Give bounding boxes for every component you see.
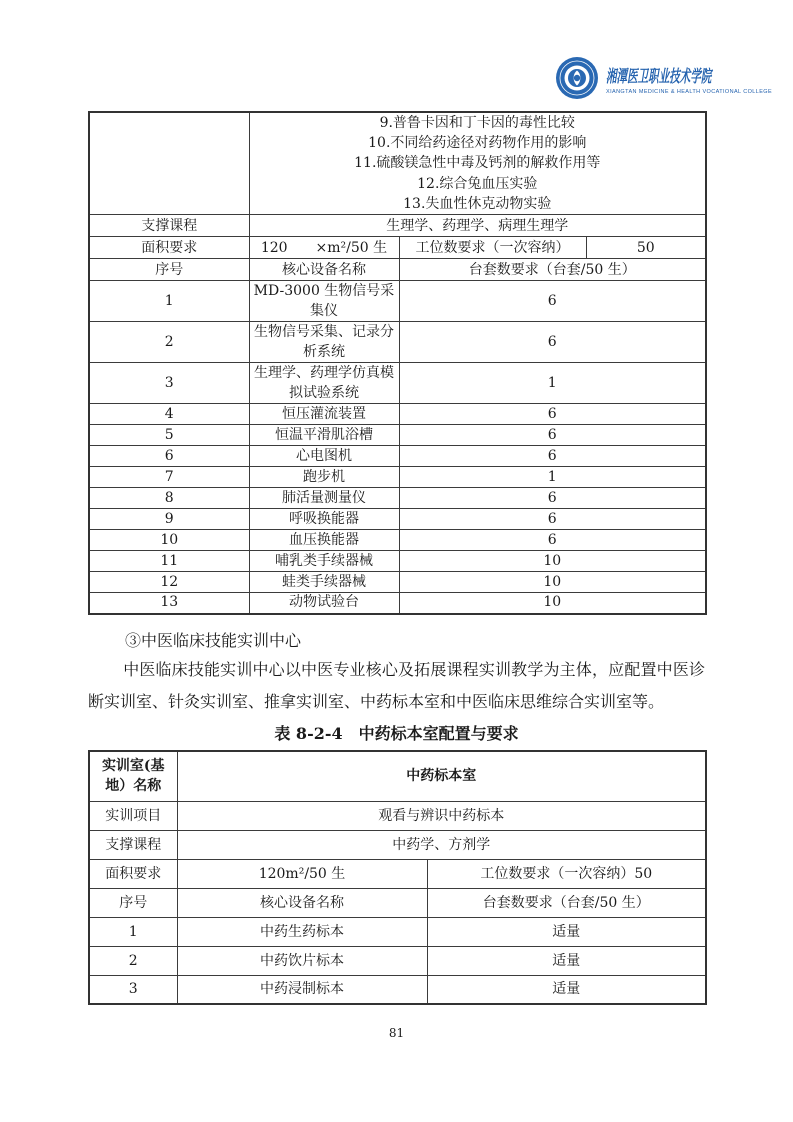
header-name: 核心设备名称 [177, 888, 427, 917]
row-name: 跑步机 [249, 467, 399, 488]
training-item: 12.综合兔血压实验 [417, 175, 538, 192]
training-item: 9.普鲁卡因和丁卡因的毒性比较 [379, 115, 575, 131]
table-row [89, 446, 706, 467]
row-qty: 1 [399, 467, 706, 488]
area-requirement-row [89, 859, 706, 888]
station-label: 工位数要求（一次容纳） [399, 237, 586, 259]
room-name-label: 实训室(基地）名称 [89, 751, 177, 801]
row-no: 10 [89, 530, 249, 551]
table-row [89, 946, 706, 975]
row-no: 1 [89, 281, 249, 322]
table-row [89, 488, 706, 509]
row-name: 蛙类手续器械 [249, 572, 399, 593]
area-label: 面积要求 [89, 859, 177, 888]
training-project-row [89, 801, 706, 830]
table-row [89, 917, 706, 946]
header-qty: 台套数要求（台套/50 生） [427, 888, 706, 917]
row-no: 7 [89, 467, 249, 488]
support-courses-label: 支撑课程 [89, 830, 177, 859]
row-qty: 适量 [427, 917, 706, 946]
row-no: 3 [89, 975, 177, 1004]
page-number: 81 [388, 1026, 405, 1040]
row-no: 2 [89, 322, 249, 363]
row-qty: 10 [399, 551, 706, 572]
table-row [89, 404, 706, 425]
table-row [89, 975, 706, 1004]
row-name: 生理学、药理学仿真模拟试验系统 [249, 363, 399, 404]
row-name: MD-3000 生物信号采集仪 [249, 281, 399, 322]
support-courses-row [89, 830, 706, 859]
row-no: 11 [89, 551, 249, 572]
training-item: 10.不同给药途径对药物作用的影响 [368, 135, 587, 152]
row-name: 心电图机 [249, 446, 399, 467]
area-label: 面积要求 [89, 237, 249, 259]
row-name: 肺活量测量仪 [249, 488, 399, 509]
row-qty: 6 [399, 322, 706, 363]
support-courses-value: 生理学、药理学、病理生理学 [249, 215, 706, 237]
row-name: 恒温平滑肌浴槽 [249, 425, 399, 446]
area-value: 120 ×m²/50 生 [249, 237, 399, 259]
room-name-value: 中药标本室 [177, 751, 706, 801]
row-qty: 6 [399, 281, 706, 322]
training-project-value: 观看与辨识中药标本 [177, 801, 706, 830]
college-name-block [606, 62, 776, 95]
empty-cell [89, 112, 249, 215]
area-value: 120m²/50 生 [177, 859, 427, 888]
row-no: 2 [89, 946, 177, 975]
header-no: 序号 [89, 888, 177, 917]
training-items-row [89, 112, 706, 215]
college-emblem-icon [556, 57, 598, 99]
support-courses-label: 支撑课程 [89, 215, 249, 237]
table-row [89, 551, 706, 572]
row-name: 血压换能器 [249, 530, 399, 551]
row-no: 1 [89, 917, 177, 946]
row-name: 哺乳类手续器械 [249, 551, 399, 572]
row-name: 生物信号采集、记录分析系统 [249, 322, 399, 363]
row-name: 中药生药标本 [177, 917, 427, 946]
row-no: 3 [89, 363, 249, 404]
row-qty: 6 [399, 509, 706, 530]
college-name-cn: 湘潭医卫职业技术学院 [606, 66, 712, 87]
training-item: 13.失血性休克动物实验 [403, 195, 552, 212]
support-courses-value: 中药学、方剂学 [177, 830, 706, 859]
row-no: 5 [89, 425, 249, 446]
training-project-label: 实训项目 [89, 801, 177, 830]
row-qty: 10 [399, 593, 706, 614]
header-no: 序号 [89, 259, 249, 281]
table-row [89, 530, 706, 551]
equipment-header-row [89, 888, 706, 917]
header-qty: 台套数要求（台套/50 生） [399, 259, 706, 281]
table-row [89, 467, 706, 488]
row-no: 8 [89, 488, 249, 509]
row-name: 恒压灌流装置 [249, 404, 399, 425]
row-qty: 6 [399, 446, 706, 467]
table-caption: 表 8-2-4 中药标本室配置与要求 [274, 724, 519, 743]
row-qty: 6 [399, 404, 706, 425]
row-name: 中药浸制标本 [177, 975, 427, 1004]
row-qty: 6 [399, 425, 706, 446]
header-name: 核心设备名称 [249, 259, 399, 281]
row-no: 6 [89, 446, 249, 467]
equipment-header-row [89, 259, 706, 281]
equipment-room-table [88, 111, 707, 615]
table-row [89, 363, 706, 404]
row-name: 中药饮片标本 [177, 946, 427, 975]
row-qty: 适量 [427, 946, 706, 975]
area-requirement-row [89, 237, 706, 259]
table-row [89, 425, 706, 446]
specimen-room-table [88, 750, 707, 1005]
row-qty: 适量 [427, 975, 706, 1004]
training-items-cell [249, 112, 706, 215]
college-logo [556, 57, 776, 99]
row-no: 4 [89, 404, 249, 425]
table-row [89, 509, 706, 530]
row-name: 动物试验台 [249, 593, 399, 614]
station-value: 工位数要求（一次容纳）50 [427, 859, 706, 888]
row-qty: 10 [399, 572, 706, 593]
station-value: 50 [586, 237, 706, 259]
room-name-row [89, 751, 706, 801]
body-paragraph: 中医临床技能实训中心以中医专业核心及拓展课程实训教学为主体，应配置中医诊断实训室、针灸实训室、推拿实训室、中药标本室和中医临床思维综合实训室等。 [88, 660, 705, 711]
support-courses-row [89, 215, 706, 237]
table-row [89, 593, 706, 614]
row-no: 13 [89, 593, 249, 614]
row-no: 12 [89, 572, 249, 593]
row-name: 呼吸换能器 [249, 509, 399, 530]
training-item: 11.硫酸镁急性中毒及钙剂的解救作用等 [354, 155, 601, 172]
table-row [89, 281, 706, 322]
row-qty: 6 [399, 488, 706, 509]
row-qty: 6 [399, 530, 706, 551]
table-row [89, 572, 706, 593]
table-row [89, 322, 706, 363]
college-name-en: XIANGTAN MEDICINE & HEALTH VOCATIONAL COLLEGE [606, 88, 773, 95]
section-heading: ③中医临床技能实训中心 [125, 631, 302, 650]
row-qty: 1 [399, 363, 706, 404]
row-no: 9 [89, 509, 249, 530]
